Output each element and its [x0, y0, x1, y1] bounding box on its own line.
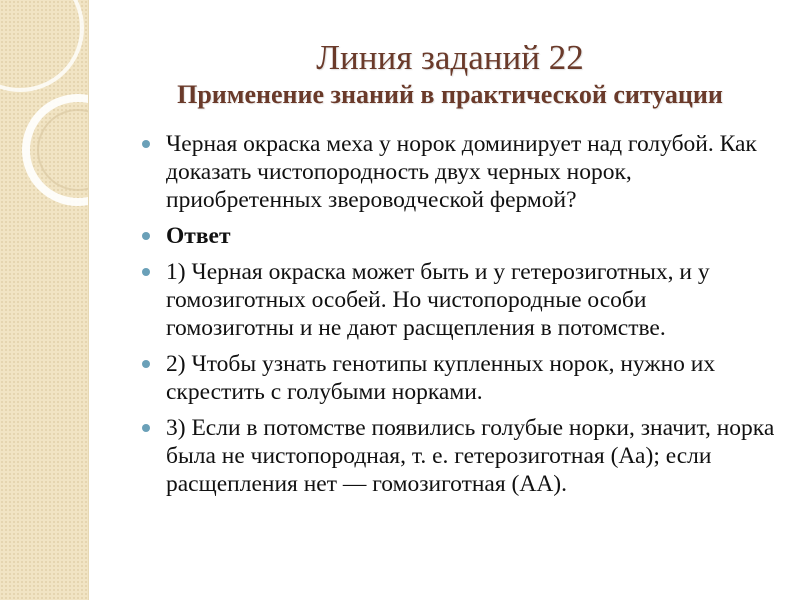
bullet-answer-heading — [140, 222, 780, 250]
bullet-dot-icon — [142, 268, 150, 276]
bullet-text: 1) Черная окраска может быть и у гетерозиготных, и у гомозиготных особей. Но чистопородные особи гомозиготны и не дают расщепления в потомстве. — [166, 259, 710, 341]
bullet-dot-icon — [142, 140, 150, 148]
bullet-dot-icon — [142, 232, 150, 240]
bullet-answer-1 — [140, 258, 780, 342]
bullet-question — [140, 130, 780, 214]
bullet-text: Черная окраска меха у норок доминирует над голубой. Как доказать чистопородность двух черных норок, приобретенных звероводческой фермой? — [166, 131, 757, 213]
bullet-dot-icon — [142, 360, 150, 368]
bullet-text: 2) Чтобы узнать генотипы купленных норок, нужно их скрестить с голубыми норками. — [166, 351, 716, 405]
bullet-list — [140, 130, 780, 498]
title-block — [120, 38, 780, 110]
bullet-text: 3) Если в потомстве появились голубые норки, значит, норка была не чистопородная, т. е. гетерозиготная (Аа); если расщепления нет — гомозиготная (АА). — [166, 415, 775, 497]
decorative-ring-middle — [26, 98, 88, 202]
decorative-ring-top — [0, 0, 82, 90]
decorative-side-band — [0, 0, 89, 600]
decorative-ring-lower — [38, 110, 88, 190]
slide-body — [140, 130, 780, 506]
slide-subtitle: Применение знаний в практической ситуации — [177, 80, 723, 109]
slide-title: Линия заданий 22 — [316, 38, 584, 77]
bullet-text: Ответ — [166, 223, 231, 249]
bullet-answer-3 — [140, 414, 780, 498]
bullet-answer-2 — [140, 350, 780, 406]
bullet-dot-icon — [142, 424, 150, 432]
decorative-rings — [0, 0, 88, 600]
